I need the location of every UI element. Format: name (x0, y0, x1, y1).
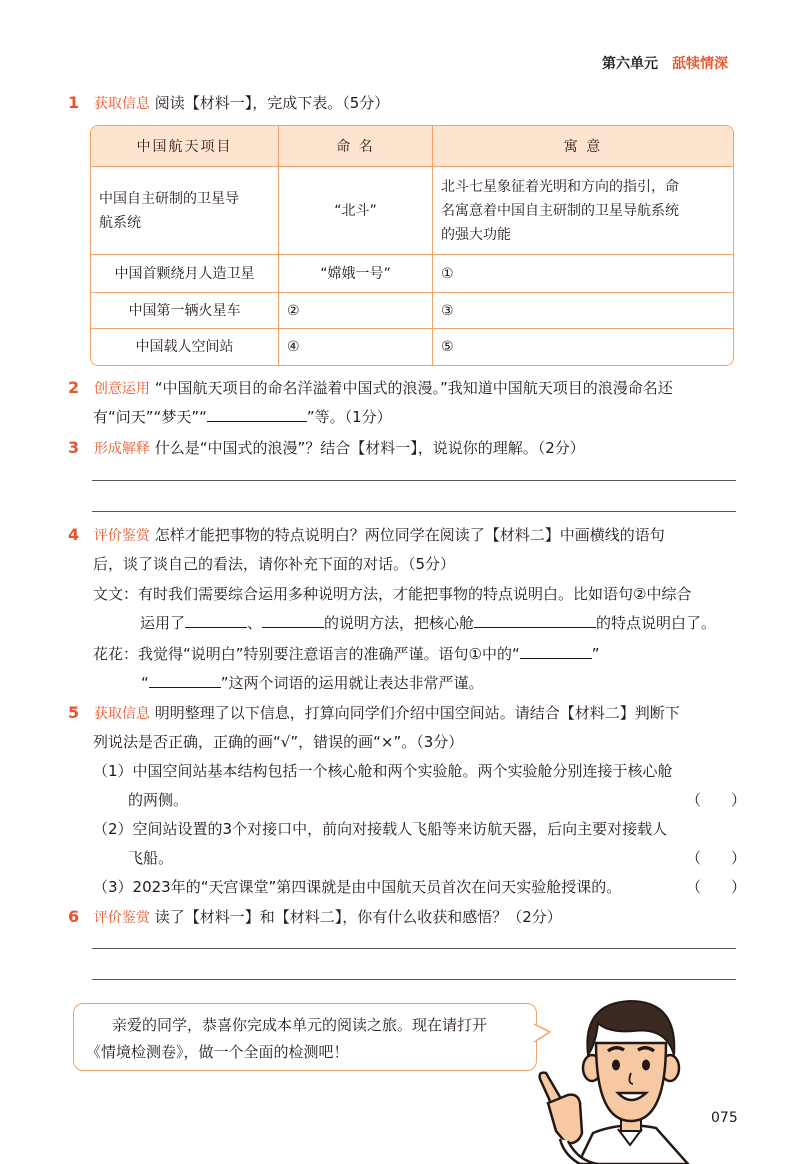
text-segment: 的特点说明白了。 (596, 614, 717, 632)
cell-text-line: 北斗七星象征着光明和方向的指引，命 (441, 178, 679, 195)
table-cell: 中国第一辆火星车 (91, 293, 279, 329)
column-header: 中国航天项目 (91, 126, 279, 167)
table-cell: 中国载人空间站 (91, 329, 279, 365)
column-header: 命 名 (279, 126, 433, 167)
text-segment: ” (591, 645, 600, 663)
answer-blank[interactable] (149, 672, 221, 688)
text-segment: 我觉得“说明白”特别要注意语言的准确严谨。语句①中的“ (138, 645, 520, 663)
question-number: 4 (68, 525, 80, 544)
cell-text-line: 航系统 (99, 214, 141, 231)
text-segment: ”等。（1分） (306, 408, 392, 426)
question-3 (68, 437, 585, 460)
table-cell: 中国首颗绕月人造卫星 (91, 255, 279, 293)
space-project-table (90, 125, 734, 366)
question-tag: 创意运用 (93, 381, 150, 397)
answer-cell[interactable]: ② (279, 293, 433, 329)
answer-cell[interactable]: ⑤ (441, 339, 454, 355)
question-text: 什么是“中国式的浪漫”？结合【材料一】，说说你的理解。（2分） (154, 439, 585, 457)
text-segment: ”这两个词语的运用就让表达非常严谨。 (220, 674, 484, 692)
question-tag: 评价鉴赏 (93, 528, 150, 544)
question-text: 读了【材料一】和【材料二】，你有什么收获和感悟？（2分） (154, 908, 562, 926)
question-text: 阅读【材料一】，完成下表。（5分） (154, 94, 390, 112)
question-text-line: 后，谈了谈自己的看法，请你补充下面的对话。（5分） (93, 555, 456, 573)
answer-blank[interactable] (474, 612, 596, 628)
answer-cell[interactable]: ④ (279, 329, 433, 365)
answer-blank[interactable] (185, 612, 247, 628)
statement-text: 空间站设置的3个对接口中，前向对接载人飞船等来访航天器，后向主要对接载人 (132, 820, 668, 838)
table-cell (433, 167, 733, 255)
table-row (91, 329, 733, 365)
question-1 (68, 92, 389, 115)
unit-label: 第六单元 (602, 56, 658, 72)
text-segment: 有“问天”“梦天”“ (93, 408, 207, 426)
statement-1 (93, 760, 673, 782)
cell-text-line: 的强大功能 (441, 226, 511, 243)
text-segment: 、 (247, 614, 263, 632)
cell-text-line: 名寓意着中国自主研制的卫星导航系统 (441, 202, 679, 219)
wenwen-line-2 (140, 612, 716, 634)
question-5 (68, 702, 680, 725)
text-segment: 运用了 (140, 614, 186, 632)
question-text: 明明整理了以下信息，打算向同学们介绍中国空间站。请结合【材料二】判断下 (154, 704, 680, 722)
table-row (91, 293, 733, 329)
answer-cell[interactable]: ③ (433, 293, 733, 329)
question-number: 1 (68, 93, 80, 112)
statement-label: （3） (93, 878, 133, 896)
page-number: 075 (711, 1110, 738, 1126)
question-text: “中国航天项目的命名洋溢着中国式的浪漫。”我知道中国航天项目的浪漫命名还 (154, 379, 673, 397)
cartoon-boy-illustration (538, 983, 708, 1164)
answer-line[interactable] (92, 511, 736, 512)
table-cell: “北斗” (279, 167, 433, 255)
unit-theme: 舐犊情深 (672, 56, 728, 72)
table-header-row (91, 126, 733, 167)
question-number: 2 (68, 378, 80, 397)
question-2 (68, 377, 673, 400)
statement-text: 中国空间站基本结构包括一个核心舱和两个实验舱。两个实验舱分别连接于核心舱 (132, 762, 673, 780)
answer-blank[interactable] (520, 643, 592, 659)
answer-line[interactable] (92, 948, 736, 949)
question-number: 5 (68, 703, 80, 722)
question-tag: 获取信息 (93, 706, 150, 722)
answer-line[interactable] (92, 979, 736, 980)
wenwen-line-1 (93, 583, 691, 605)
huahua-line-2 (141, 672, 484, 694)
answer-line[interactable] (92, 480, 736, 481)
question-2-line-2 (93, 406, 392, 428)
bubble-text-line: 《情境检测卷》，做一个全面的检测吧！ (86, 1043, 349, 1061)
question-text-line: 列说法是否正确，正确的画“√”，错误的画“×”。（3分） (93, 733, 464, 751)
question-4 (68, 524, 665, 547)
huahua-line-1 (93, 643, 600, 665)
statement-label: （1） (93, 762, 133, 780)
question-number: 3 (68, 438, 80, 457)
table-row (91, 255, 733, 293)
answer-paren[interactable]: （ ） (686, 878, 747, 896)
question-text: 怎样才能把事物的特点说明白？两位同学在阅读了【材料二】中画横线的语句 (154, 526, 665, 544)
statement-2 (93, 818, 667, 840)
answer-blank[interactable] (207, 406, 307, 422)
bubble-text-line: 亲爱的同学，恭喜你完成本单元的阅读之旅。现在请打开 (112, 1016, 488, 1034)
cell-text-line: 中国自主研制的卫星导 (99, 190, 239, 207)
speaker-label: 花花： (93, 645, 139, 663)
text-segment: 有时我们需要综合运用多种说明方法，才能把事物的特点说明白。比如语句②中综合 (138, 585, 692, 603)
statement-text: 的两侧。 (128, 791, 189, 809)
answer-paren[interactable]: （ ） (686, 791, 747, 809)
question-tag: 获取信息 (93, 96, 150, 112)
table-cell: “嫦娥一号” (279, 255, 433, 293)
statement-text: 2023年的“天宫课堂”第四课就是由中国航天员首次在问天实验舱授课的。 (132, 878, 622, 896)
statement-text: 飞船。 (128, 849, 174, 867)
text-segment: 的说明方法，把核心舱 (324, 614, 475, 632)
answer-paren[interactable]: （ ） (686, 849, 747, 867)
text-segment: “ (141, 674, 149, 692)
statement-3 (93, 876, 621, 898)
answer-cell[interactable]: ① (433, 255, 733, 293)
statement-label: （2） (93, 820, 133, 838)
table-row (91, 167, 733, 255)
answer-blank[interactable] (262, 612, 324, 628)
table-cell (91, 167, 279, 255)
question-6 (68, 906, 562, 929)
speaker-label: 文文： (93, 585, 139, 603)
question-number: 6 (68, 907, 80, 926)
column-header: 寓 意 (433, 126, 733, 167)
question-tag: 评价鉴赏 (93, 910, 150, 926)
question-tag: 形成解释 (93, 441, 150, 457)
